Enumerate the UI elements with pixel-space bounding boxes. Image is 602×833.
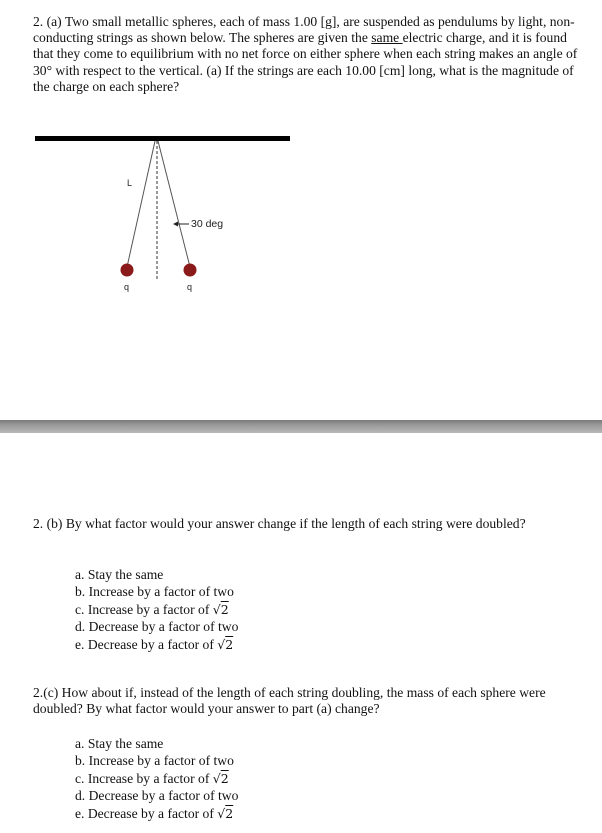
question-2a-underlined-word: same — [371, 30, 403, 46]
page-separator — [0, 420, 602, 433]
charge-label-right: q — [187, 282, 193, 292]
option-2c-e: e. Decrease by a factor of √2 — [75, 805, 234, 821]
question-2b-text: 2. (b) By what factor would your answer change if the length of each string were doubled? — [33, 516, 526, 531]
charge-label-left: q — [124, 282, 130, 292]
length-label: L — [127, 178, 133, 188]
string-right — [158, 141, 190, 267]
sphere-left — [121, 264, 134, 277]
sqrt-symbol: √2 — [212, 601, 229, 617]
option-2b-b: b. Increase by a factor of two — [75, 584, 234, 600]
page-2 — [0, 433, 602, 833]
question-2a-lead: 2. (a) Two small metallic spheres, each of mass 1.00 [g], are suspended as pendulums by light, non-conducting strings as shown below. The spheres are given the — [33, 14, 575, 46]
string-left — [127, 141, 155, 267]
pendulum-diagram — [0, 128, 602, 298]
ceiling-bar — [35, 136, 290, 141]
option-2b-c: c. Increase by a factor of √2 — [75, 601, 229, 617]
sqrt-symbol: √2 — [212, 770, 229, 786]
option-2b-d: d. Decrease by a factor of two — [75, 619, 239, 635]
option-2b-e: e. Decrease by a factor of √2 — [75, 636, 234, 652]
option-2c-d: d. Decrease by a factor of two — [75, 788, 239, 804]
question-2a-text — [33, 14, 578, 95]
question-2c-options — [75, 735, 238, 822]
option-2c-c: c. Increase by a factor of √2 — [75, 770, 229, 786]
sqrt-symbol: √2 — [217, 805, 234, 821]
angle-label: 30 deg — [191, 218, 224, 230]
option-2b-a: a. Stay the same — [75, 567, 164, 582]
option-2c-b: b. Increase by a factor of two — [75, 753, 234, 769]
question-2b-options — [75, 566, 238, 653]
sqrt-symbol: √2 — [217, 636, 234, 652]
angle-arrow-head — [173, 222, 178, 227]
sphere-right — [184, 264, 197, 277]
option-2c-a: a. Stay the same — [75, 736, 164, 751]
question-2c-text: 2.(c) How about if, instead of the length of each string doubling, the mass of each sphere were doubled? By what factor would your answer to part (a) change? — [33, 685, 546, 717]
question-2a-tail: electric charge, and it is found that they come to equilibrium with no net force on either sphere when each string makes an angle of 30° with respect to the vertical. (a) If the strings are each 10.00 [cm] long, what is the magnitude of the charge on each sphere? — [33, 30, 578, 94]
